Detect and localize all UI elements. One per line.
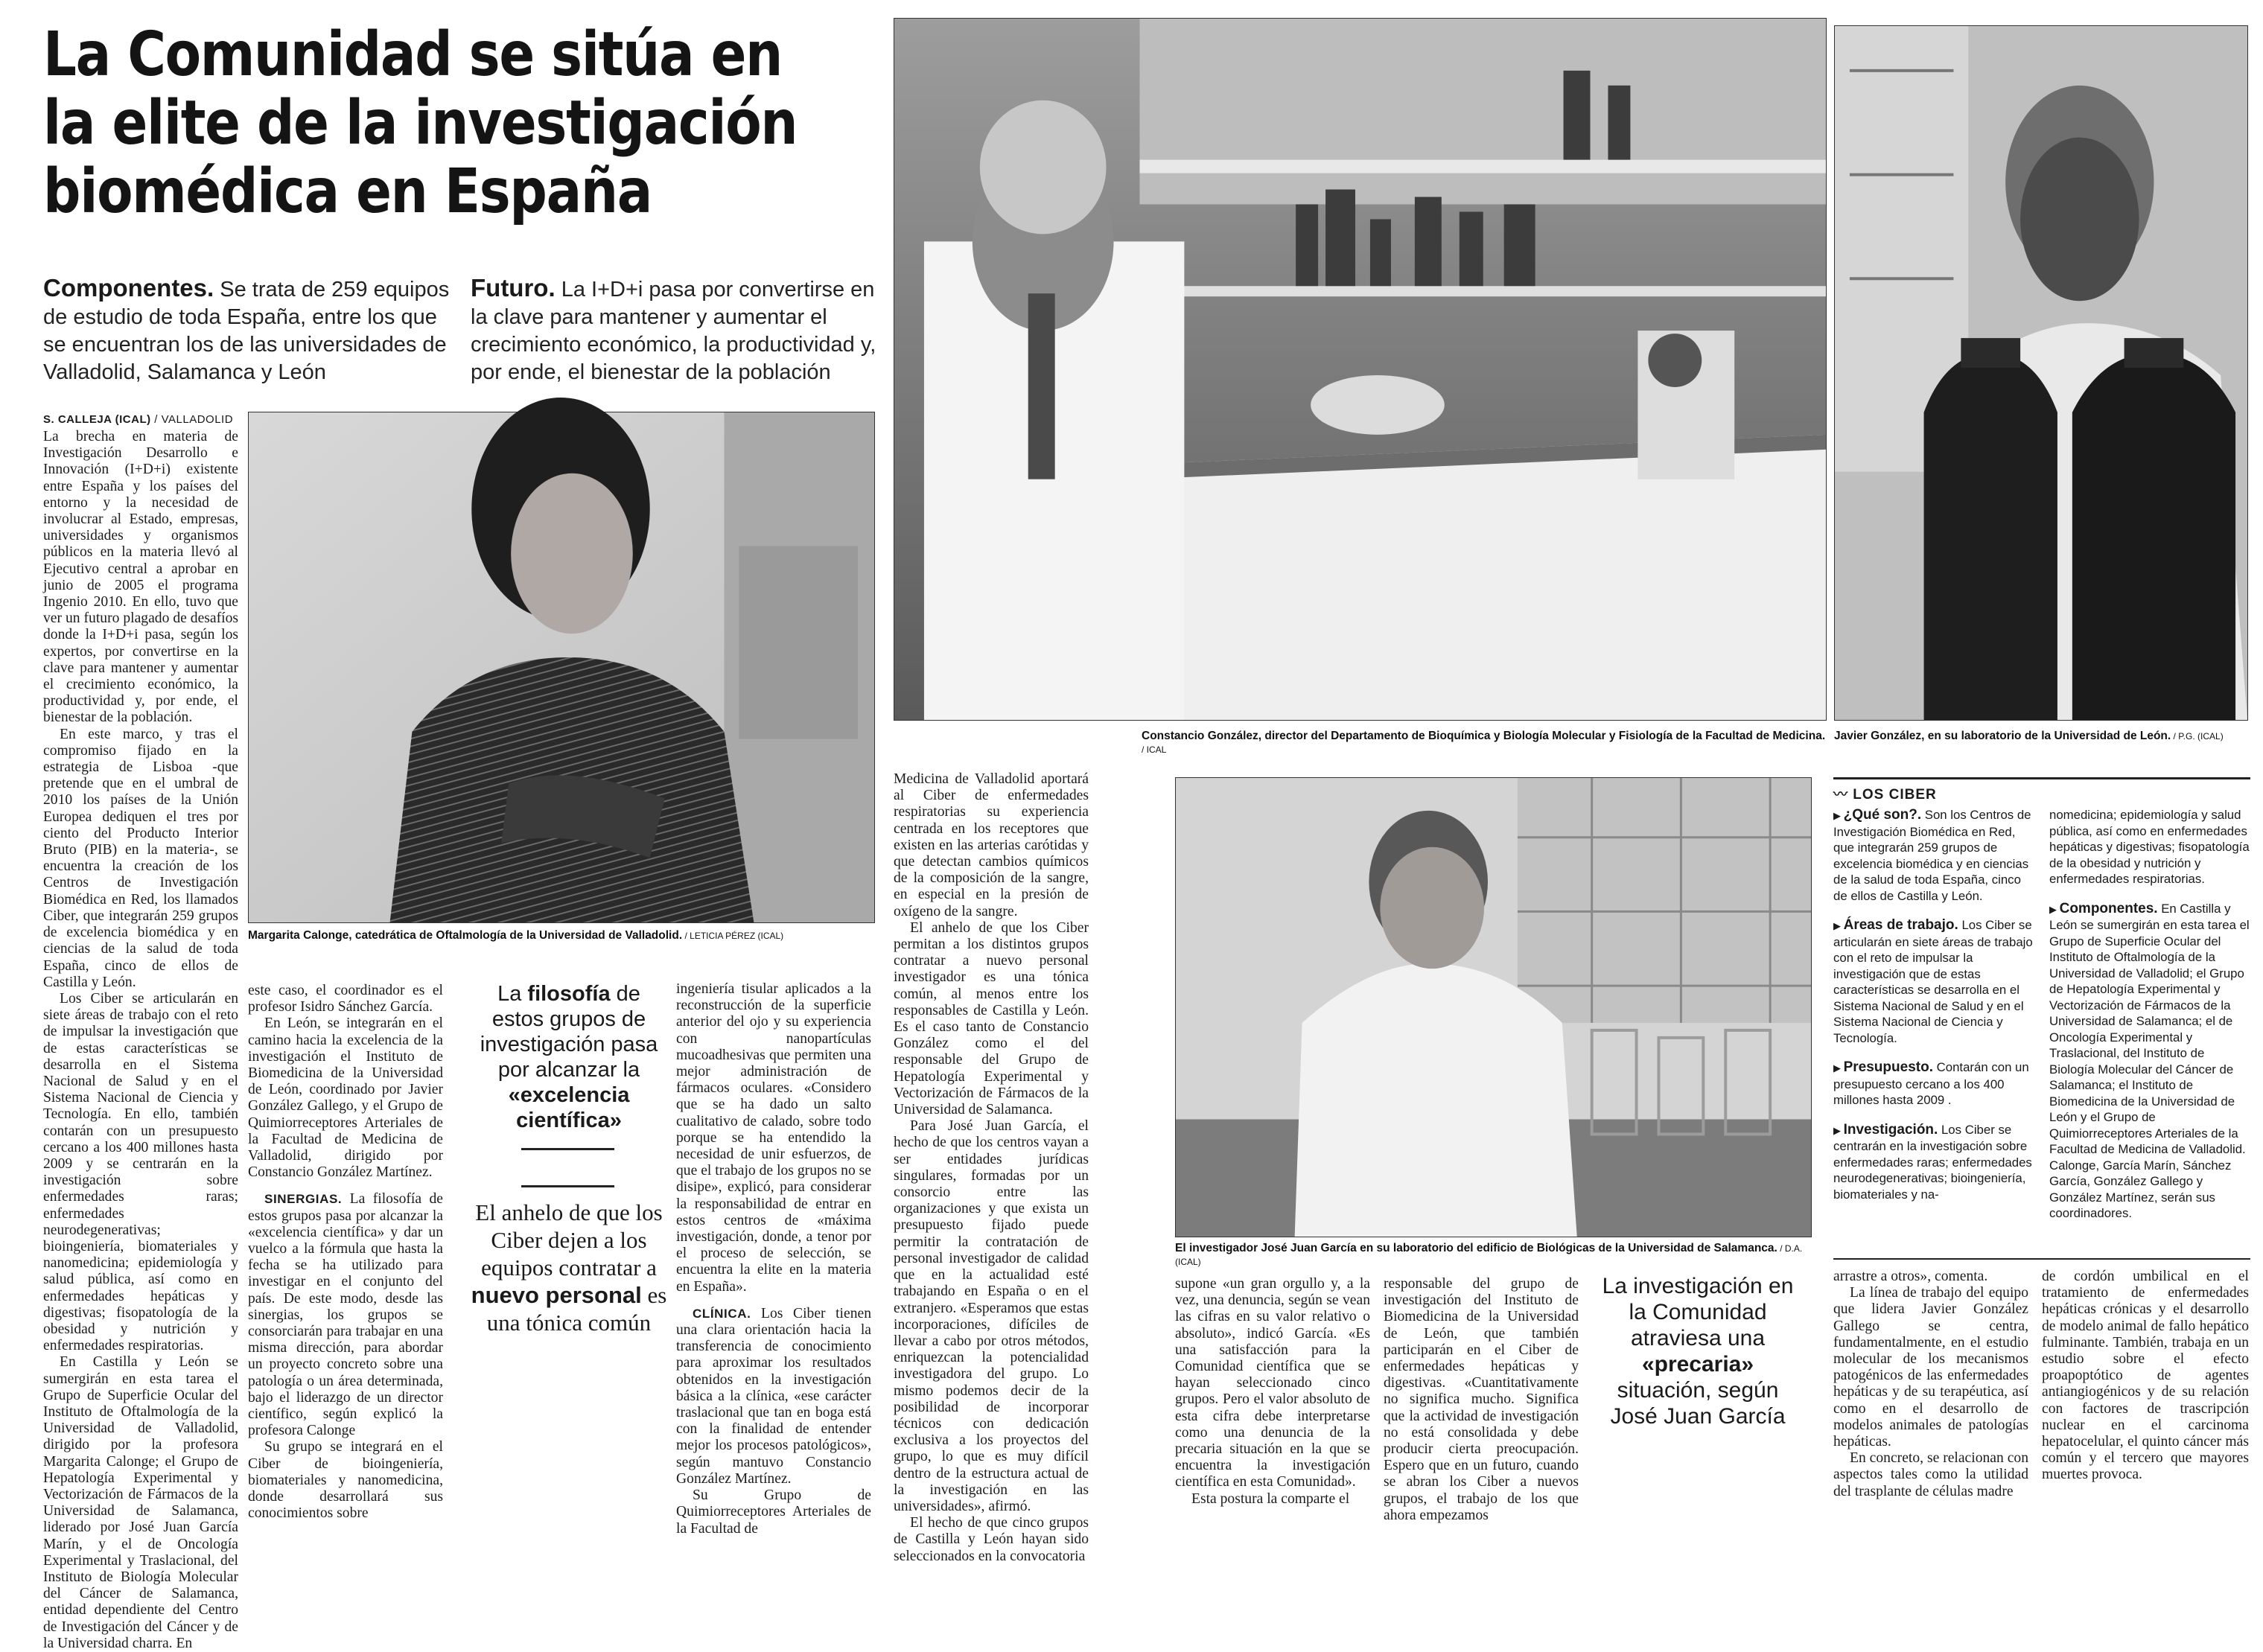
arrow-icon: ▶ <box>1833 920 1844 931</box>
sidebar-title-icon: 〰 <box>1833 787 1853 803</box>
paragraph: El hecho de que cinco grupos de Castilla y León hayan sido seleccionados en la convocatoria <box>894 1515 1089 1564</box>
photo-javier-gonzalez <box>1834 25 2248 721</box>
sidebar-item-text: En Castilla y León se sumergirán en esta tarea el Grupo de Superficie Ocular del Instituto de Oftalmología de la Universidad de Valladolid; el Grupo de Hepatología Experimental y Vectorización de Fármacos de la Universidad de Salamanca; el de Oncología Experimental y Traslacional, del Instituto de Biología Molecular del Cáncer de Salamanca; el Instituto de Biomedicina de la Universidad de León y el Grupo de Quimiorreceptores Arteriales de la Facultad de Medicina de Valladolid. Calonge, García Marín, Sánchez García, González Gallego y González Martínez, serán sus coordinadores. <box>2049 901 2250 1220</box>
caption-javier-text: Javier González, en su laboratorio de la Universidad de León. <box>1834 730 2171 742</box>
column-2 <box>248 983 443 1522</box>
caption-jose-credit: / D.A. (ICAL) <box>1175 1243 1803 1267</box>
paragraph: Medicina de Valladolid aportará al Ciber de enfermedades respiratorias su experiencia centrada en los receptores que existen en las arterias carótidas y que detectan cambios químicos de la composición de la sangre, en especial en la presión de oxígeno de la sangre. <box>894 771 1089 919</box>
sidebar-item-text: Son los Centros de Investigación Biomédica en Red, que integrarán 259 grupos de excelencia biomédica y en ciencias de la salud de toda España, cinco de ellos de Castilla y León. <box>1833 808 2031 903</box>
sidebar-item <box>1833 917 2034 1046</box>
paragraph: arrastre a otros», comenta. <box>1833 1269 1988 1284</box>
caption-javier <box>1834 730 2248 743</box>
byline-place: / VALLADOLID <box>150 413 234 426</box>
paragraph: ingeniería tisular aplicados a la reconstrucción de la superficie anterior del ojo y su experiencia con nanopartículas mucoadhesivas que permiten una mejor administración de fármacos oculares. «Considero que se ha dado un salto cualitativo de calado, sobre todo porque se ha entendido la necesidad de unir esfuerzos, de que el trabajo de los grupos no se disipe», explicó, para considerar la responsabilidad de entrar en estos centros de «máxima investigación, donde, a tenor por el proceso de selección, se encuentra la elite en la materia en España». <box>676 981 871 1295</box>
pullquote-emph: nuevo personal <box>471 1282 642 1308</box>
sidebar-item-text: Contarán con un presupuesto cercano a los 400 millones hasta 2009 . <box>1833 1060 2029 1107</box>
paragraph: este caso, el coordinador es el profesor Isidro Sánchez García. <box>248 983 443 1015</box>
sidebar-item <box>1833 1122 2034 1203</box>
pullquote-divider <box>521 1185 614 1187</box>
lead-future-label: Futuro. <box>471 274 556 302</box>
headline <box>43 21 927 226</box>
column-1 <box>43 429 238 1651</box>
pullquote-text: El anhelo de que los Ciber dejen a los equipos contratar a <box>475 1199 663 1281</box>
sidebar-item-title: ¿Qué son?. <box>1843 807 1922 823</box>
pullquote-text: La <box>497 982 528 1006</box>
caption-constancio <box>1142 730 1827 756</box>
pullquote-precaria <box>1594 1273 1802 1429</box>
photo-constancio-gonzalez-lab <box>894 18 1827 721</box>
sidebar-top-rule <box>1833 777 2250 779</box>
sidebar-column-2 <box>2049 807 2250 1222</box>
caption-constancio-text: Constancio González, director del Departamento de Bioquímica y Biología Molecular y Fisiología de la Facultad de Medicina. <box>1142 730 1826 742</box>
lead-components-label: Componentes. <box>43 274 214 302</box>
sidebar-item-title: Áreas de trabajo. <box>1843 917 1958 933</box>
paragraph: Para José Juan García, el hecho de que los centros vayan a ser entidades jurídicas singulares, formadas por un consorcio entre las organizaciones y que exista un presupuesto fijado puede permitir la contratación de personal investigador de calidad que en la actualidad esté trabajando en España o en el extranjero. «Esperamos que estas incorporaciones, difíciles de llevar a cabo por otros métodos, enriquezcan la potencialidad investigadora del grupo. Lo mismo podemos decir de la posibilidad de incorporar técnicos con dedicación exclusiva a los proyectos del grupo, lo que es muy difícil dentro de la estructura actual de la investigación en las universidades», afirmó. <box>894 1118 1089 1514</box>
paragraph: Su Grupo de Quimiorreceptores Arteriales de la Facultad de <box>676 1487 871 1537</box>
sidebar-item-title: Presupuesto. <box>1843 1059 1933 1075</box>
column-7 <box>1833 1269 2028 1499</box>
lead-future-text: La I+D+i pasa por convertirse en la clave para mantener y aumentar el crecimiento económico, la productividad y, por ende, el bienestar de la población <box>471 278 876 384</box>
caption-jose <box>1175 1242 1812 1269</box>
lead-future <box>471 274 888 386</box>
column-4 <box>894 771 1089 1564</box>
pullquote-text: de estos grupos de investigación pasa por alcanzar la <box>480 982 658 1082</box>
paragraph: responsable del grupo de investigación del Instituto de Biomedicina de la Universidad de León, que también participarán en el Ciber de enfermedades hepáticas y digestivas. «Cuantitativamente no significa mucho. Significa que la actividad de investigación no está consolidada y debe producir cierta preocupación. Espero que en un futuro, cuando se abran los Ciber a nuevos grupos, el trabajo de los que ahora empezamos <box>1384 1276 1579 1523</box>
photo-jose-juan-garcia <box>1175 777 1812 1237</box>
pullquote-text: La investigación en la Comunidad atraviesa una <box>1602 1274 1794 1350</box>
pullquote-emph: «precaria» <box>1641 1352 1754 1377</box>
caption-calonge <box>248 929 875 943</box>
sidebar-item <box>2049 901 2250 1222</box>
column-8 <box>2042 1269 2249 1483</box>
arrow-icon: ▶ <box>1833 1124 1844 1136</box>
subhead-sinergias: SINERGIAS. <box>264 1192 343 1207</box>
paragraph: En concreto, se relacionan con aspectos tales como la utilidad del trasplante de células madre <box>1833 1450 2028 1499</box>
paragraph: supone «un gran orgullo y, a la vez, una denuncia, según se vean las cifras en su valor relativo o absoluto», indicó García. «Es una satisfacción para la Comunidad científica que se hayan seleccionado cinco grupos. Pero el valor absoluto de esta cifra debe interpretarse como una denuncia de la precaria situación en la que se encuentra la investigación científica en esta Comunidad». <box>1175 1276 1370 1490</box>
arrow-icon: ▶ <box>2049 903 2060 915</box>
paragraph: La línea de trabajo del equipo que lidera Javier González Gallego se centra, fundamentalmente, en el estudio molecular de los mecanismos patogénicos de las enfermedades hepáticas y de su terapéutica, así como en el desarrollo de modelos animales de patologías hepáticas. <box>1833 1285 2028 1450</box>
headline-line-1: La Comunidad se sitúa en <box>43 19 783 90</box>
caption-jose-text: El investigador José Juan García en su laboratorio del edificio de Biológicas de la Universidad de Salamanca. <box>1175 1242 1777 1254</box>
pullquote-filosofia <box>471 981 666 1133</box>
subhead-clinica: CLÍNICA. <box>693 1306 751 1321</box>
paragraph: Los Ciber tienen una clara orientación hacia la transferencia de conocimiento para aproximar los resultados obtenidos en la investigación básica a la clínica, «ese carácter traslacional que tan en boga está con la finalidad de entender mejor los procesos patológicos», según mantuvo Constancio González Martínez. <box>676 1305 871 1487</box>
paragraph: de cordón umbilical en el tratamiento de enfermedades hepáticas crónicas y el desarrollo de modelo animal de fallo hepático fulminante. También, trabaja en un estudio sobre el efecto proapoptótico de agentes antiangiogénicos y de su relación con factores de trascripción nuclear en el carcinoma hepatocelular, el quinto cáncer más común y el tercero que mayores muertes provoca. <box>2042 1269 2249 1483</box>
sidebar-continuation: nomedicina; epidemiología y salud pública, así como en enfermedades hepáticas y digestivas; fisopatología de la obesidad y nutrición y enfermedades respiratorias. <box>2049 808 2250 886</box>
pullquote-text: es una tónica común <box>486 1282 667 1336</box>
pullquote-text: situación, según José Juan García <box>1610 1378 1786 1429</box>
sidebar-column-1 <box>1833 807 2034 1202</box>
paragraph: En León, se integrarán en el camino hacia la excelencia de la investigación el Instituto de Biomedicina de la Universidad de León, coordinado por Javier González Gallego, y el Grupo de Quimiorreceptores Arteriales de la Facultad de Medicina de Valladolid, dirigido por Constancio González Martínez. <box>248 1015 443 1181</box>
sidebar-bottom-rule <box>1833 1258 2250 1260</box>
pullquote-emph: «excelencia científica» <box>508 1083 630 1132</box>
caption-calonge-text: Margarita Calonge, catedrática de Oftalmología de la Universidad de Valladolid. <box>248 929 683 942</box>
pullquote-emph: filosofía <box>527 982 611 1006</box>
paragraph: Esta postura la comparte el <box>1191 1490 1350 1507</box>
column-5 <box>1175 1276 1370 1507</box>
byline-author: S. CALLEJA (ICAL) <box>43 413 151 426</box>
paragraph: En Castilla y León se sumergirán en esta tarea el Grupo de Superficie Ocular del Instituto de Oftalmología de la Universidad de Valladolid, dirigido por la profesora Margarita Calonge; el Grupo de Hepatología Experimental y Vectorización de Fármacos de la Universidad de Salamanca, liderado por José Juan García Marín, y el de Oncología Experimental y Traslacional, del Instituto de Biología Molecular del Cáncer de Salamanca, entidad dependiente del Centro de Investigación del Cáncer y de la Universidad charra. En <box>43 1354 238 1651</box>
column-6 <box>1384 1276 1579 1523</box>
paragraph: Su grupo se integrará en el Ciber de bioingeniería, biomateriales y nanomedicina, donde desarrollará sus conocimientos sobre <box>248 1439 443 1522</box>
caption-javier-credit: / P.G. (ICAL) <box>2171 731 2224 742</box>
lead-components-text: Se trata de 259 equipos de estudio de toda España, entre los que se encuentran los de las universidades de Valladolid, Salamanca y León <box>43 278 450 384</box>
sidebar-item-title: Componentes. <box>2059 900 2158 916</box>
caption-calonge-credit: / LETICIA PÉREZ (ICAL) <box>682 931 784 941</box>
paragraph: Los Ciber se articularán en siete áreas de trabajo con el reto de impulsar la investigación que de estas características se desarrolla en el Sistema Nacional de Salud y en el Sistema Nacional de Ciencia y Tecnología. En ello, también contarán con un presupuesto cercano a los 400 millones hasta 2009 y se centrarán en la investigación sobre enfermedades raras; enfermedades neurodegenerativas; bioingeniería, biomateriales y nanomedicina; epidemiología y salud pública, así como en enfermedades hepáticas y digestivas; fisopatología de la obesidad y nutrición y enfermedades respiratorias. <box>43 990 238 1354</box>
photo-margarita-calonge <box>248 412 875 923</box>
arrow-icon: ▶ <box>1833 810 1844 821</box>
headline-line-2: la elite de la investigación <box>43 88 798 159</box>
pullquote-anhelo <box>462 1199 676 1336</box>
pullquote-divider <box>521 1148 614 1150</box>
sidebar-item-text: Los Ciber se centrarán en la investigación sobre enfermedades raras; enfermedades neurodegenerativas; bioingeniería, biomateriales y na- <box>1833 1122 2032 1202</box>
sidebar-item <box>1833 807 2034 904</box>
sidebar-item-title: Investigación. <box>1843 1121 1938 1138</box>
paragraph: La filosofía de estos grupos pasa por alcanzar la «excelencia científica» y dar un vuelco a la fórmula que hasta la fecha se ha utilizado para investigar en el conjunto del país. De este modo, desde las sinergias, los grupos se consorciarán para trabajar en una misma dirección, para abordar un proyecto concreto sobre una patología o un área determinada, bajo el liderazgo de un director científico, según explicó la profesora Calonge <box>248 1191 443 1439</box>
sidebar-title-text: LOS CIBER <box>1853 787 1937 803</box>
arrow-icon: ▶ <box>1833 1062 1844 1074</box>
paragraph: El anhelo de que los Ciber permitan a los distintos grupos contratar a nuevo personal investigador es una tónica común, al menos entre los responsables de Castilla y León. Es el caso tanto de Constancio González como el del responsable del Grupo de Hepatología Experimental y Vectorización de Fármacos de la Universidad de Salamanca. <box>894 919 1089 1118</box>
byline <box>43 413 233 426</box>
sidebar-item <box>1833 1059 2034 1109</box>
paragraph: La brecha en materia de Investigación Desarrollo e Innovación (I+D+i) existente entre España y los países del entorno y la necesidad de involucrar al Estado, empresas, universidades y organismos públicos en la materia llevó al Ejecutivo central a aprobar en junio de 2005 el programa Ingenio 2010. En ello, tuvo que ver un futuro plagado de desafíos donde la I+D+i pasa, según los expertos, por convertirse en la clave para mantener y aumentar el crecimiento económico, la productividad y, por ende, el bienestar de la población. <box>43 429 238 726</box>
paragraph: En este marco, y tras el compromiso fijado en la estrategia de Lisboa -que pretende que en el umbral de 2010 los países de la Unión Europea dediquen el tres por ciento del Producto Interior Bruto (PIB) en la materia-, se encuentra la creación de los Centros de Investigación Biomédica en Red, los llamados Ciber, que integrarán 259 grupos de excelencia biomédica y en ciencias de la salud de toda España, cinco de ellos de Castilla y León. <box>43 726 238 990</box>
column-3 <box>676 981 871 1537</box>
headline-line-3: biomédica en España <box>43 156 652 227</box>
lead-components <box>43 274 460 386</box>
sidebar-title <box>1833 783 1937 803</box>
caption-constancio-credit: / ICAL <box>1142 744 1167 755</box>
sidebar-item-text: Los Ciber se articularán en siete áreas de trabajo con el reto de impulsar la investigación que de estas características se desarrolla en el Sistema Nacional de Salud y en el Sistema Nacional de Ciencia y Tecnología. <box>1833 918 2033 1045</box>
